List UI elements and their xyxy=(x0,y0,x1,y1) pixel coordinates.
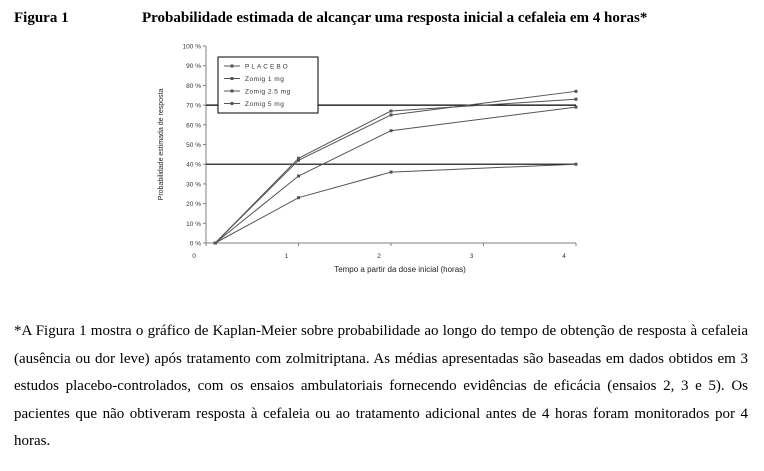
x-tick-label: 3 xyxy=(469,253,474,260)
series-line-0 xyxy=(215,164,576,243)
caption-text: *A Figura 1 mostra o gráfico de Kaplan-Meier sobre probabilidade ao longo do tempo de obtenção de resposta à cefaleia (ausência ou dor leve) após tratamento com zolmitriptana. As médias apresentadas são baseadas em dados obtidos em 3 estudos placebo-controlados, com os ensaios ambulatoriais fornecendo evidências de eficácia (ensaios 2, 3 e 5). Os pacientes que não obtiveram resposta à cefaleia ou ao tratamento adicional antes de 4 horas foram monitorados por 4 horas. xyxy=(14,323,748,449)
x-axis-title: Tempo a partir da dose inicial (horas) xyxy=(334,265,466,274)
y-tick-label: 40 % xyxy=(186,161,201,169)
y-tick-label: 100 % xyxy=(182,43,201,51)
data-point xyxy=(390,110,393,113)
x-tick-label: 1 xyxy=(284,253,289,260)
data-point xyxy=(297,157,300,160)
data-point xyxy=(575,90,578,93)
data-point xyxy=(575,106,578,109)
y-tick-label: 80 % xyxy=(186,82,201,90)
data-point xyxy=(575,98,578,101)
data-point xyxy=(390,171,393,174)
data-point xyxy=(297,196,300,199)
data-point xyxy=(297,175,300,178)
y-tick-label: 70 % xyxy=(186,102,201,110)
figure-title: Probabilidade estimada de alcançar uma resposta inicial a cefaleia em 4 horas* xyxy=(142,10,648,26)
series-line-1 xyxy=(215,107,576,243)
series-line-3 xyxy=(215,99,576,243)
legend-label: Zomig 1 mg xyxy=(245,76,285,83)
data-point xyxy=(575,163,578,166)
legend-label: Zomig 5 mg xyxy=(245,101,285,108)
y-tick-label: 90 % xyxy=(186,63,201,71)
y-tick-label: 60 % xyxy=(186,122,201,130)
legend-label: Zomig 2.5 mg xyxy=(245,88,291,96)
y-tick-label: 20 % xyxy=(186,201,201,209)
x-tick-label: 4 xyxy=(562,253,566,260)
x-tick-label: 0 xyxy=(192,253,196,260)
figure-caption xyxy=(14,318,748,456)
y-tick-label: 0 % xyxy=(189,240,201,248)
data-point xyxy=(390,113,393,116)
legend-marker xyxy=(231,90,234,93)
legend-label: PLACEBO xyxy=(245,63,290,71)
y-axis-title: Probabilidade estimada de resposta xyxy=(158,88,165,201)
x-tick-label: 2 xyxy=(377,253,381,260)
y-tick-label: 10 % xyxy=(186,220,201,228)
legend-marker xyxy=(231,65,234,68)
legend-marker xyxy=(231,77,234,80)
y-tick-label: 50 % xyxy=(186,142,201,149)
data-point xyxy=(390,129,393,132)
y-tick-label: 30 % xyxy=(186,181,201,189)
legend-marker xyxy=(231,102,234,105)
data-point xyxy=(214,242,217,245)
figure-label: Figura 1 xyxy=(14,10,69,26)
